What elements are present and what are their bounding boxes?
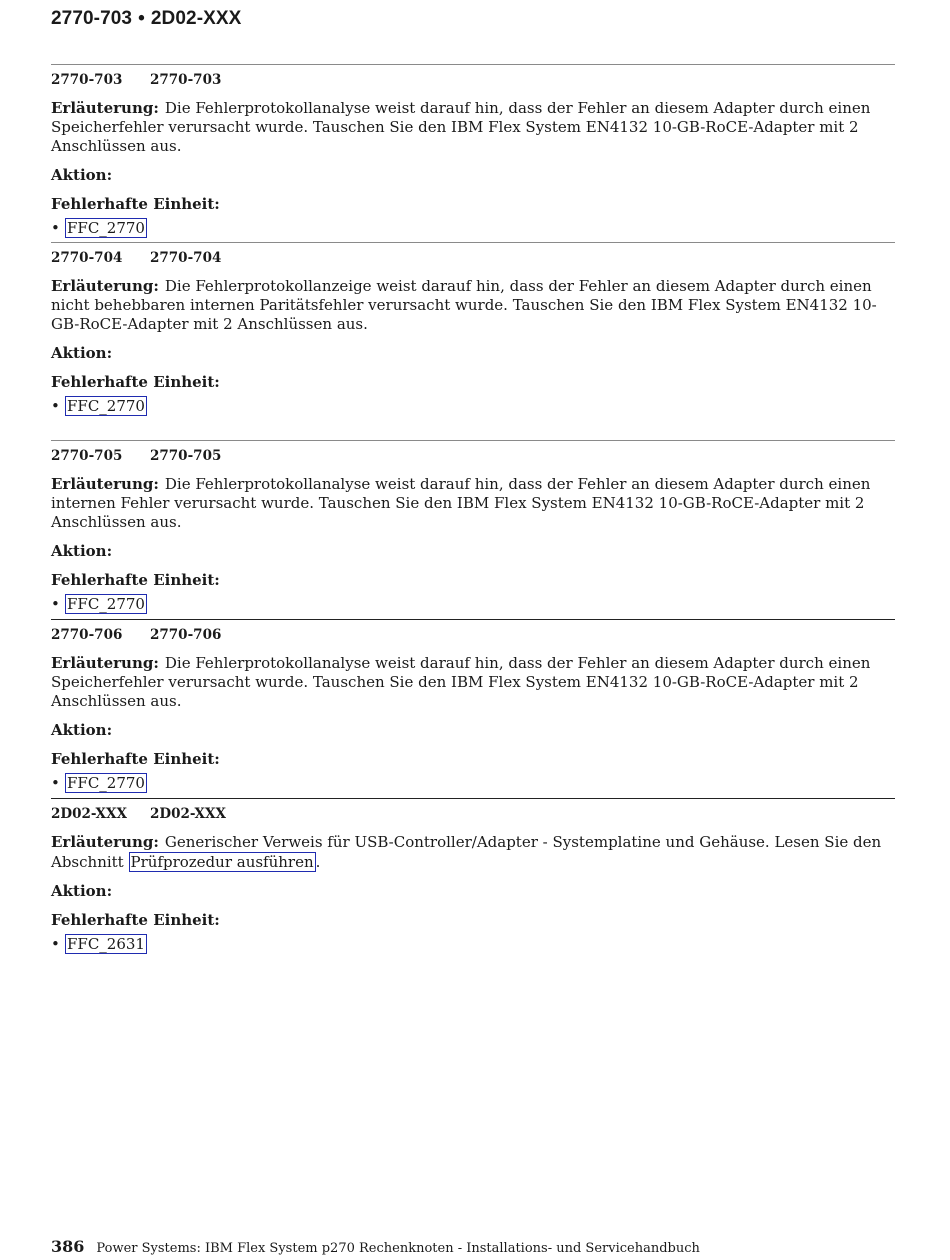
faulty-unit-heading: Fehlerhafte Einheit: bbox=[51, 195, 220, 213]
faulty-unit-heading: Fehlerhafte Einheit: bbox=[51, 373, 220, 391]
entry-code-secondary: 2770-704 bbox=[150, 250, 222, 266]
list-item bbox=[51, 218, 895, 238]
action-heading: Aktion: bbox=[51, 882, 113, 900]
entry-code: 2D02-XXX bbox=[51, 806, 127, 822]
entry-explanation bbox=[51, 833, 895, 872]
explanation-label: Erläuterung: bbox=[51, 99, 159, 117]
error-entry-2d02-xxx bbox=[51, 798, 895, 954]
entry-divider bbox=[51, 242, 895, 243]
explanation-text: Die Fehlerprotokollanalyse weist darauf hin, dass der Fehler an diesem Adapter durch einen internen Fehler verursacht wurde. Tauschen Sie den IBM Flex System EN4132 10-GB-RoCE-Adapter mit 2 Anschlüssen aus. bbox=[51, 475, 871, 531]
entry-code: 2770-706 bbox=[51, 627, 123, 643]
action-heading: Aktion: bbox=[51, 721, 113, 739]
bullet-icon: • bbox=[51, 934, 60, 953]
ffc-link[interactable]: FFC_2770 bbox=[67, 397, 145, 415]
header-separator: • bbox=[138, 8, 145, 29]
bullet-icon: • bbox=[51, 218, 60, 237]
entry-divider bbox=[51, 798, 895, 799]
bullet-icon: • bbox=[51, 396, 60, 415]
explanation-text: Die Fehlerprotokollanzeige weist darauf hin, dass der Fehler an diesem Adapter durch einen nicht behebbaren internen Paritätsfehler verursacht wurde. Tauschen Sie den IBM Flex System EN4132 10-GB-RoCE-Adapter mit 2 Anschlüssen aus. bbox=[51, 277, 877, 333]
explanation-end: . bbox=[315, 853, 321, 871]
error-entry-2770-703 bbox=[51, 64, 895, 238]
error-entry-2770-704 bbox=[51, 242, 895, 416]
ffc-link[interactable]: FFC_2770 bbox=[67, 219, 145, 237]
entry-divider bbox=[51, 64, 895, 65]
faulty-unit-heading: Fehlerhafte Einheit: bbox=[51, 911, 220, 929]
bullet-icon: • bbox=[51, 773, 60, 792]
entry-code-secondary: 2770-706 bbox=[150, 627, 222, 643]
explanation-text: Die Fehlerprotokollanalyse weist darauf hin, dass der Fehler an diesem Adapter durch einen Speicherfehler verursacht wurde. Tauschen Sie den IBM Flex System EN4132 10-GB-RoCE-Adapter mit 2 Anschlüssen aus. bbox=[51, 654, 871, 710]
page-number: 386 bbox=[51, 1237, 85, 1256]
action-heading: Aktion: bbox=[51, 542, 113, 560]
list-item bbox=[51, 594, 895, 614]
entry-explanation bbox=[51, 654, 895, 711]
page-header bbox=[51, 8, 241, 30]
list-item bbox=[51, 934, 895, 954]
entry-divider bbox=[51, 619, 895, 620]
header-code-right: 2D02-XXX bbox=[150, 8, 242, 29]
bullet-icon: • bbox=[51, 594, 60, 613]
entry-code: 2770-703 bbox=[51, 72, 123, 88]
header-code-left: 2770-703 bbox=[51, 8, 133, 29]
faulty-unit-heading: Fehlerhafte Einheit: bbox=[51, 571, 220, 589]
ffc-link[interactable]: FFC_2770 bbox=[67, 595, 145, 613]
explanation-label: Erläuterung: bbox=[51, 277, 159, 295]
explanation-text: Generischer Verweis für USB-Controller/Adapter - Systemplatine und Gehäuse. Lesen Sie den Abschnitt bbox=[51, 833, 882, 871]
list-item bbox=[51, 396, 895, 416]
entry-code-secondary: 2770-703 bbox=[150, 72, 222, 88]
entry-code-row bbox=[51, 626, 895, 644]
explanation-label: Erläuterung: bbox=[51, 475, 159, 493]
explanation-label: Erläuterung: bbox=[51, 654, 159, 672]
explanation-label: Erläuterung: bbox=[51, 833, 159, 851]
entry-explanation bbox=[51, 99, 895, 156]
entry-code-row bbox=[51, 249, 895, 267]
entry-code: 2770-705 bbox=[51, 448, 123, 464]
page-footer bbox=[51, 1237, 700, 1259]
explanation-text: Die Fehlerprotokollanalyse weist darauf hin, dass der Fehler an diesem Adapter durch einen Speicherfehler verursacht wurde. Tauschen Sie den IBM Flex System EN4132 10-GB-RoCE-Adapter mit 2 Anschlüssen aus. bbox=[51, 99, 871, 155]
faulty-unit-heading: Fehlerhafte Einheit: bbox=[51, 750, 220, 768]
entry-code-row bbox=[51, 447, 895, 465]
entry-code: 2770-704 bbox=[51, 250, 123, 266]
entry-explanation bbox=[51, 475, 895, 532]
action-heading: Aktion: bbox=[51, 166, 113, 184]
error-entry-2770-706 bbox=[51, 619, 895, 793]
procedure-link[interactable]: Prüfprozedur ausführen bbox=[130, 853, 314, 871]
ffc-link[interactable]: FFC_2631 bbox=[67, 935, 145, 953]
entry-code-row bbox=[51, 71, 895, 89]
list-item bbox=[51, 773, 895, 793]
entry-code-row bbox=[51, 805, 895, 823]
error-entry-2770-705 bbox=[51, 440, 895, 614]
entry-code-secondary: 2D02-XXX bbox=[150, 806, 226, 822]
footer-title: Power Systems: IBM Flex System p270 Rechenknoten - Installations- und Servicehandbuch bbox=[96, 1241, 700, 1256]
action-heading: Aktion: bbox=[51, 344, 113, 362]
entry-code-secondary: 2770-705 bbox=[150, 448, 222, 464]
entry-divider bbox=[51, 440, 895, 441]
entry-explanation bbox=[51, 277, 895, 334]
ffc-link[interactable]: FFC_2770 bbox=[67, 774, 145, 792]
